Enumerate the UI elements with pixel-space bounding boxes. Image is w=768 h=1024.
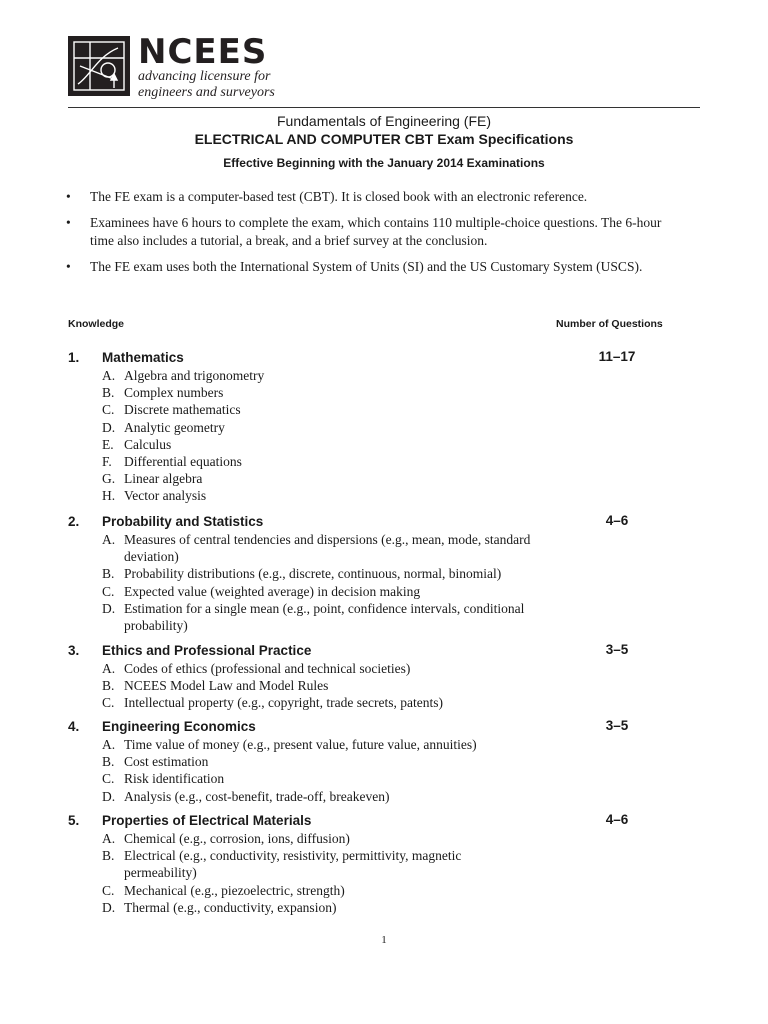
bullet-icon: • bbox=[66, 189, 71, 204]
list-item bbox=[102, 436, 688, 453]
item-letter: A. bbox=[102, 532, 116, 547]
item-letter: C. bbox=[102, 771, 115, 787]
item-text: Intellectual property (e.g., copyright, trade secrets, patents) bbox=[124, 695, 443, 711]
list-item bbox=[102, 583, 552, 600]
item-letter: B. bbox=[102, 754, 115, 770]
section-number: 2. bbox=[68, 514, 80, 529]
item-text: Chemical (e.g., corrosion, ions, diffusion) bbox=[124, 831, 350, 846]
section-number: 4. bbox=[68, 719, 80, 734]
item-letter: F. bbox=[102, 454, 112, 470]
tagline-line-2: engineers and surveyors bbox=[138, 85, 275, 100]
list-item bbox=[102, 531, 552, 565]
item-text: Complex numbers bbox=[124, 385, 224, 401]
section-question-count: 11–17 bbox=[598, 349, 636, 364]
title-line-1: Fundamentals of Engineering (FE) bbox=[277, 113, 491, 129]
item-text: Codes of ethics (professional and technical societies) bbox=[124, 661, 411, 676]
section-number: 1. bbox=[68, 350, 80, 365]
item-letter: B. bbox=[102, 385, 115, 401]
list-item bbox=[102, 565, 552, 582]
column-header-knowledge: Knowledge bbox=[68, 318, 125, 330]
item-text: Risk identification bbox=[124, 771, 225, 787]
list-item bbox=[102, 882, 522, 899]
item-letter: G. bbox=[102, 471, 116, 487]
item-letter: C. bbox=[102, 402, 115, 418]
bullet-icon: • bbox=[66, 259, 71, 274]
item-text: Calculus bbox=[124, 436, 172, 452]
section-title: Probability and Statistics bbox=[102, 514, 264, 529]
section-title: Mathematics bbox=[102, 350, 184, 365]
list-item bbox=[102, 677, 688, 694]
section-title: Engineering Economics bbox=[102, 719, 256, 734]
list-item bbox=[102, 384, 688, 401]
item-letter: H. bbox=[102, 488, 116, 504]
document-titles bbox=[0, 112, 768, 172]
item-letter: D. bbox=[102, 419, 116, 435]
item-letter: C. bbox=[102, 882, 115, 898]
header-divider bbox=[68, 107, 700, 108]
section-question-count: 4–6 bbox=[605, 812, 629, 827]
item-text: Measures of central tendencies and dispersions (e.g., mean, mode, standard deviation) bbox=[124, 532, 531, 565]
bullet-item bbox=[66, 188, 686, 206]
list-item bbox=[102, 487, 688, 504]
item-text: Differential equations bbox=[124, 454, 242, 470]
ncees-logo bbox=[68, 32, 275, 100]
item-letter: D. bbox=[102, 600, 116, 616]
bullet-item bbox=[66, 214, 686, 250]
bullet-text: Examinees have 6 hours to complete the exam, which contains 110 multiple-choice questions. The 6-hour time also includes a tutorial, a break, and a brief survey at the conclusion. bbox=[90, 215, 662, 248]
list-item bbox=[102, 847, 522, 881]
section-question-count: 3–5 bbox=[605, 718, 629, 733]
list-item bbox=[102, 660, 688, 677]
bullet-text: The FE exam uses both the International System of Units (SI) and the US Customary System (USCS). bbox=[90, 259, 643, 274]
item-text: Algebra and trigonometry bbox=[124, 368, 265, 383]
item-text: Analytic geometry bbox=[124, 419, 225, 435]
list-item bbox=[102, 788, 688, 805]
list-item bbox=[102, 736, 688, 753]
bullet-text: The FE exam is a computer-based test (CBT). It is closed book with an electronic reference. bbox=[90, 189, 588, 204]
section-question-count: 4–6 bbox=[605, 513, 629, 528]
item-letter: B. bbox=[102, 678, 115, 694]
bullet-icon: • bbox=[66, 215, 71, 230]
title-line-3: Effective Beginning with the January 2014 Examinations bbox=[223, 156, 545, 170]
list-item bbox=[102, 899, 522, 916]
org-name: NCEES bbox=[138, 32, 268, 72]
item-letter: B. bbox=[102, 566, 115, 582]
item-text: Linear algebra bbox=[124, 471, 203, 487]
item-text: Cost estimation bbox=[124, 754, 209, 770]
section-probability-statistics bbox=[68, 513, 688, 634]
list-item bbox=[102, 753, 688, 770]
item-letter: A. bbox=[102, 661, 116, 676]
section-number: 5. bbox=[68, 813, 80, 828]
item-letter: A. bbox=[102, 737, 116, 752]
item-letter: A. bbox=[102, 831, 116, 846]
column-header-questions: Number of Questions bbox=[556, 318, 663, 330]
item-text: Estimation for a single mean (e.g., point, confidence intervals, conditional probability) bbox=[124, 600, 525, 634]
ncees-logo-mark-icon bbox=[68, 36, 130, 96]
item-text: Thermal (e.g., conductivity, expansion) bbox=[124, 899, 337, 915]
title-line-2: ELECTRICAL AND COMPUTER CBT Exam Specifications bbox=[194, 131, 574, 147]
item-text: Discrete mathematics bbox=[124, 402, 241, 418]
item-text: NCEES Model Law and Model Rules bbox=[124, 678, 329, 694]
item-text: Time value of money (e.g., present value, future value, annuities) bbox=[124, 737, 477, 752]
list-item bbox=[102, 367, 688, 384]
section-number: 3. bbox=[68, 643, 80, 658]
item-text: Expected value (weighted average) in decision making bbox=[124, 583, 421, 599]
bullet-item bbox=[66, 258, 686, 276]
list-item bbox=[102, 453, 688, 470]
item-letter: B. bbox=[102, 848, 115, 864]
section-engineering-economics bbox=[68, 718, 688, 805]
item-text: Probability distributions (e.g., discrete, continuous, normal, binomial) bbox=[124, 566, 502, 582]
item-letter: C. bbox=[102, 695, 115, 711]
list-item bbox=[102, 694, 688, 711]
item-letter: D. bbox=[102, 899, 116, 915]
list-item bbox=[102, 830, 522, 847]
list-item bbox=[102, 401, 688, 418]
tagline-line-1: advancing licensure for bbox=[138, 69, 271, 84]
item-letter: A. bbox=[102, 368, 116, 383]
item-letter: E. bbox=[102, 436, 114, 452]
list-item bbox=[102, 419, 688, 436]
section-electrical-materials bbox=[68, 812, 688, 916]
item-letter: D. bbox=[102, 788, 116, 804]
page-number: 1 bbox=[381, 934, 387, 946]
item-text: Analysis (e.g., cost-benefit, trade-off, breakeven) bbox=[124, 788, 390, 804]
section-title: Ethics and Professional Practice bbox=[102, 643, 312, 658]
item-text: Vector analysis bbox=[124, 488, 207, 504]
list-item bbox=[102, 770, 688, 787]
section-ethics bbox=[68, 642, 688, 712]
section-mathematics bbox=[68, 349, 688, 505]
intro-bullets bbox=[66, 188, 686, 284]
list-item bbox=[102, 470, 688, 487]
list-item bbox=[102, 600, 552, 634]
section-question-count: 3–5 bbox=[605, 642, 629, 657]
item-letter: C. bbox=[102, 583, 115, 599]
section-title: Properties of Electrical Materials bbox=[102, 813, 312, 828]
item-text: Mechanical (e.g., piezoelectric, strength) bbox=[124, 882, 345, 898]
item-text: Electrical (e.g., conductivity, resistivity, permittivity, magnetic permeability) bbox=[124, 848, 462, 881]
